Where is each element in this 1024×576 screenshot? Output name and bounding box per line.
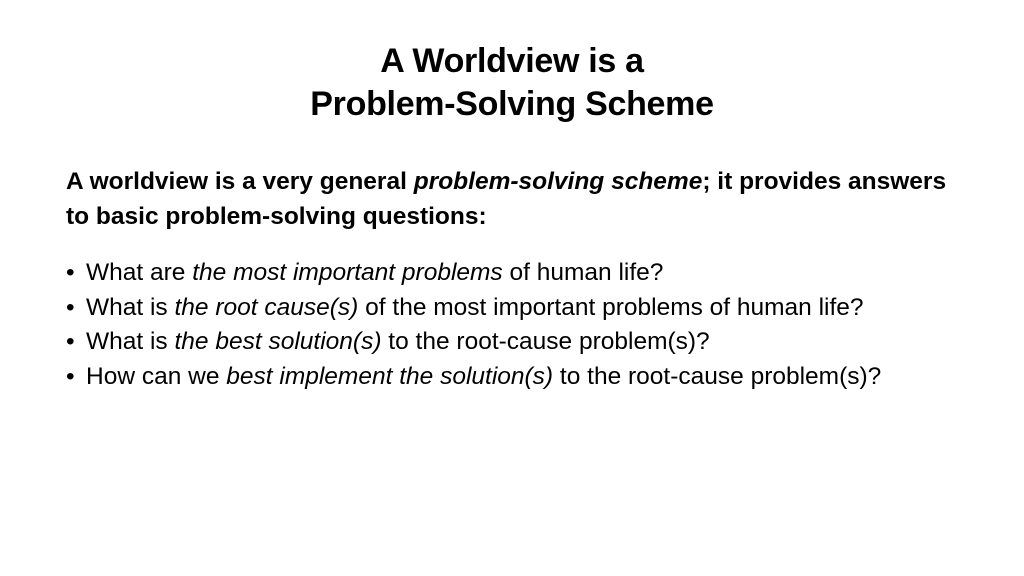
- intro-emphasis: problem-solving scheme: [413, 168, 703, 195]
- bullet-item-4: [66, 360, 966, 395]
- slide-title: [0, 40, 1024, 126]
- intro-text-start: A worldview is a very general: [66, 168, 414, 195]
- bullet-icon: •: [66, 328, 75, 355]
- intro-text-end: ; it provides answers to basic problem-solving questions:: [66, 168, 947, 230]
- bullet-emphasis: best implement the solution(s): [226, 362, 554, 390]
- slide-title-line-1: A Worldview is a: [380, 42, 644, 80]
- bullet-icon: •: [66, 362, 75, 390]
- bullet-text-after: to the root-cause problem(s)?: [381, 328, 710, 355]
- bullet-item-1: [66, 256, 966, 291]
- bullet-item-2: [66, 291, 966, 326]
- bullet-list: [66, 256, 966, 394]
- bullet-text-after: to the root-cause problem(s)?: [553, 362, 882, 390]
- bullet-text-after: of the most important problems of human life?: [358, 293, 864, 321]
- bullet-icon: •: [66, 293, 75, 321]
- bullet-text-after: of human life?: [502, 259, 664, 286]
- slide-title-line-2: Problem-Solving Scheme: [310, 85, 714, 123]
- bullet-text-before: What is: [86, 328, 175, 355]
- intro-paragraph: [66, 164, 966, 234]
- bullet-text-before: How can we: [86, 362, 227, 390]
- bullet-icon: •: [66, 259, 75, 286]
- bullet-text-before: What is: [86, 293, 175, 321]
- bullet-emphasis: the most important problems: [192, 259, 503, 286]
- bullet-text-before: What are: [86, 259, 193, 286]
- bullet-item-3: [66, 325, 966, 360]
- bullet-emphasis: the best solution(s): [174, 328, 382, 355]
- bullet-emphasis: the root cause(s): [174, 293, 359, 321]
